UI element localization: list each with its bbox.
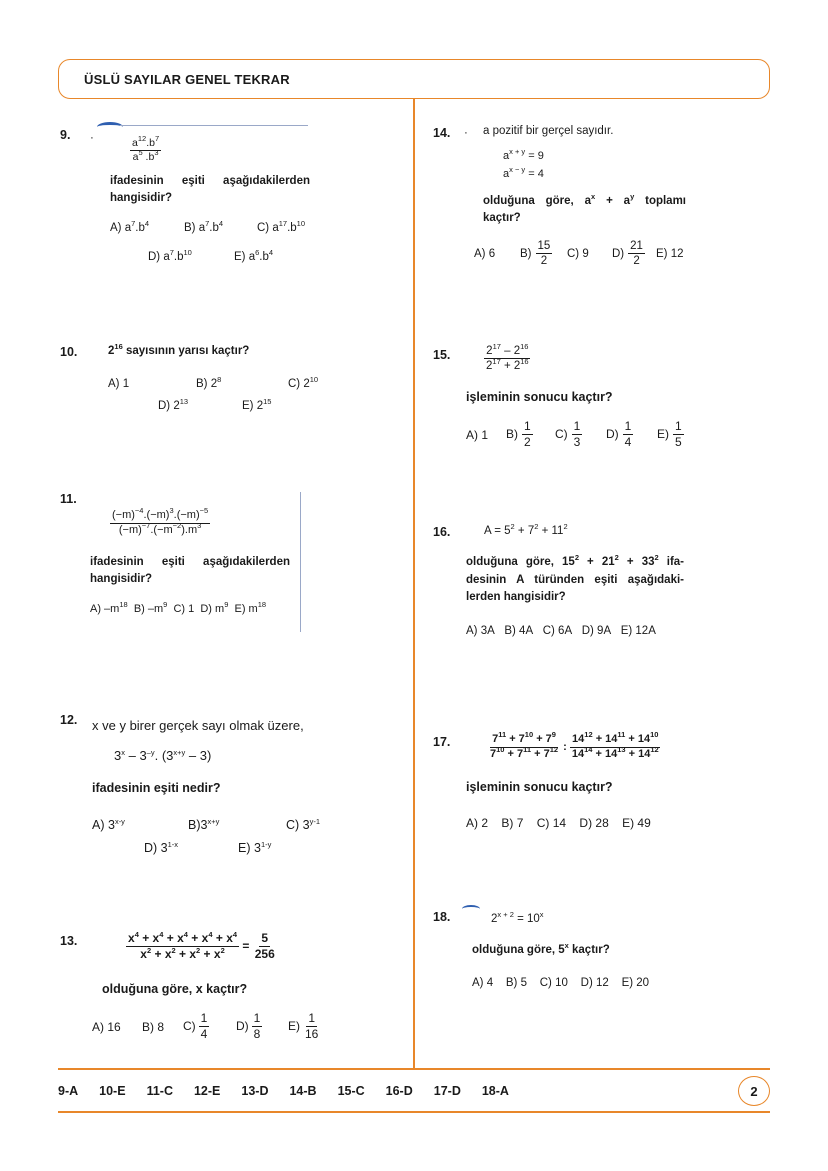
- term-exponent: 4: [134, 930, 139, 939]
- question-11-text-line2: hangisidir?: [90, 573, 152, 585]
- q17-option-a[interactable]: A) 2: [466, 816, 489, 830]
- q16-option-b[interactable]: B) 4A: [504, 625, 534, 637]
- q11-options-row: [90, 600, 267, 615]
- answer-13: 13-D: [241, 1084, 269, 1098]
- q11-option-e[interactable]: E) $m^{18}$: [234, 600, 267, 615]
- question-15-expression: $\frac{2^{17} - 2^{16}}{2^{17} + 2^{16}}$: [486, 342, 529, 373]
- q15-option-a[interactable]: A) 1: [466, 428, 489, 442]
- question-9-text-line2: hangisidir?: [110, 192, 172, 204]
- q12-option-c[interactable]: C) 3$^{y-1}$: [286, 817, 321, 832]
- q13-denominator: $x^2 + x^2 + x^2 + x^2$: [140, 945, 225, 961]
- q17-option-e[interactable]: E) 49: [622, 816, 651, 830]
- q16-option-e[interactable]: E) 12A: [620, 625, 656, 637]
- term: x: [213, 946, 221, 961]
- question-13-expression: $\frac{x^4 + x^4 + x^4 + x^4 + x^4}{x^2 + x^2 + x^2 + x^2}$ = $\frac{5}{256}$: [128, 930, 275, 961]
- q18-option-d[interactable]: D) 12: [580, 977, 609, 989]
- answer-15: 15-C: [337, 1084, 365, 1098]
- q14-option-d[interactable]: D) $\frac{21}{2}$: [612, 240, 643, 268]
- answer-key: [58, 1084, 530, 1098]
- q12-option-d[interactable]: D) 3$^{1-x}$: [144, 840, 179, 855]
- q14-option-c[interactable]: C) 9: [567, 248, 589, 260]
- q13-numerator: $x^4 + x^4 + x^4 + x^4 + x^4$: [128, 930, 238, 945]
- question-number-18: 18.: [433, 910, 451, 924]
- answer-11: 11-C: [146, 1084, 173, 1098]
- decorative-arc: [97, 122, 123, 132]
- q10-option-d[interactable]: D) $2^{13}$: [158, 397, 189, 412]
- q9-option-d[interactable]: D) $a^7.b^{10}$: [148, 248, 192, 263]
- q18-options-row: [472, 977, 649, 989]
- q10-option-c[interactable]: C) $2^{10}$: [288, 375, 319, 390]
- question-10-text: $2^{16}$ sayısının yarısı kaçtır?: [108, 342, 250, 357]
- question-9-dot: ·: [90, 132, 94, 144]
- term: x: [226, 931, 233, 945]
- question-number-9: 9.: [60, 128, 71, 142]
- question-18-text: olduğuna göre, 5$^x$ kaçtır?: [472, 941, 610, 956]
- term-exponent: 4: [159, 930, 164, 939]
- q15-option-c[interactable]: C) $\frac{1}{3}$: [555, 419, 581, 449]
- term: x: [201, 931, 209, 945]
- q13-option-a[interactable]: A) 16: [92, 1020, 121, 1034]
- q10-option-a[interactable]: A) 1: [108, 378, 130, 390]
- question-17-text: işleminin sonucu kaçtır?: [466, 780, 613, 794]
- q18-option-c[interactable]: C) 10: [539, 977, 568, 989]
- term: x: [164, 946, 172, 961]
- footer-bottom-line: [58, 1111, 770, 1113]
- term-exponent: 2: [220, 945, 225, 955]
- q11-option-d[interactable]: D) $m^9$: [200, 600, 229, 615]
- answer-14: 14-B: [289, 1084, 317, 1098]
- term: x: [177, 931, 184, 945]
- question-14-text-line3: kaçtır?: [483, 212, 521, 224]
- term: x: [189, 946, 197, 961]
- q13-option-d[interactable]: D) $\frac{1}{8}$: [236, 1011, 261, 1041]
- decorative-line: [120, 125, 308, 126]
- question-12-text-line1: x ve y birer gerçek sayı olmak üzere,: [92, 718, 304, 733]
- question-9-text-line1: ifadesinin eşiti aşağıdakilerden: [110, 175, 310, 187]
- term-exponent: 4: [183, 930, 188, 939]
- q16-option-a[interactable]: A) 3A: [466, 625, 495, 637]
- question-14-equation-2: $a^{x - y} = 4$: [503, 165, 544, 180]
- question-11-text-line1: ifadesinin eşiti aşağıdakilerden: [90, 556, 290, 568]
- q14-option-a[interactable]: A) 6: [474, 248, 496, 260]
- question-16-text-line2: desinin A türünden eşiti aşağıdaki-: [466, 574, 684, 586]
- q13-option-e[interactable]: E) $\frac{1}{16}$: [288, 1011, 319, 1041]
- q10-option-b[interactable]: B) $2^8$: [196, 375, 222, 390]
- question-16-equation: $A = 5^2 + 7^2 + 11^2$: [484, 522, 568, 537]
- answer-16: 16-D: [385, 1084, 413, 1098]
- q18-option-b[interactable]: B) 5: [505, 977, 527, 989]
- footer-top-line: [58, 1068, 770, 1070]
- q18-option-e[interactable]: E) 20: [621, 977, 650, 989]
- q16-option-c[interactable]: C) 6A: [542, 625, 573, 637]
- question-17-expression: $\frac{7^{11} + 7^{10} + 7^9}{7^{10} + 7^{11} + 7^{12}}$ : $\frac{14^{12} + 14^{11} + 14^{10}}{14^{14} + 14^{13} + 14^{12}}$: [490, 730, 659, 760]
- question-16-text-line3: lerden hangisidir?: [466, 591, 566, 603]
- q10-option-e[interactable]: E) $2^{15}$: [242, 397, 272, 412]
- question-15-text: işleminin sonucu kaçtır?: [466, 390, 613, 404]
- question-number-15: 15.: [433, 348, 451, 362]
- answer-10: 10-E: [99, 1084, 126, 1098]
- question-number-16: 16.: [433, 525, 451, 539]
- question-16-text-line1: olduğuna göre, $15^2 + 21^2 + 33^2$ ifa-: [466, 553, 684, 568]
- question-9-expression: $\frac{a^{12}.b^7}{a^5 .b^3}$: [132, 134, 160, 164]
- q12-option-b[interactable]: $B)3^{x+y}$: [188, 817, 220, 832]
- q15-option-d[interactable]: D) $\frac{1}{4}$: [606, 419, 632, 449]
- question-13-text: olduğuna göre, x kaçtır?: [102, 982, 248, 996]
- question-14-text-line1: a pozitif bir gerçel sayıdır.: [483, 125, 614, 137]
- q12-option-e[interactable]: E) 3$^{1-y}$: [238, 840, 272, 855]
- q9-option-b[interactable]: B) $a^7.b^4$: [184, 219, 224, 234]
- term-exponent: 4: [232, 930, 238, 939]
- q11-option-c[interactable]: C) 1: [173, 603, 195, 615]
- question-number-14: 14.: [433, 126, 451, 140]
- question-number-10: 10.: [60, 345, 78, 359]
- term-exponent: 2: [171, 945, 176, 955]
- answer-9: 9-A: [58, 1084, 79, 1098]
- column-divider: [413, 99, 415, 1069]
- answer-12: 12-E: [193, 1084, 221, 1098]
- answer-18: 18-A: [481, 1084, 509, 1098]
- q16-option-d[interactable]: D) 9A: [581, 625, 612, 637]
- question-12-text-line2: ifadesinin eşiti nedir?: [92, 781, 221, 795]
- answer-17: 17-D: [433, 1084, 461, 1098]
- q16-options-row: [466, 625, 656, 637]
- question-14-dot: ·: [464, 127, 468, 139]
- q15-option-b[interactable]: B) $\frac{1}{2}$: [506, 419, 531, 449]
- q9-option-c[interactable]: C) $a^{17}.b^{10}$: [257, 219, 306, 234]
- page-number: 2: [738, 1076, 770, 1106]
- question-11-expression: $\frac{(-m)^{-4}.(-m)^3.(-m)^{-5}}{(-m)^{-7}.(-m^{-2}).m^3}$: [112, 506, 209, 536]
- question-12-expression: $3^x - 3^{-y}$. $(3^{x+y} - 3)$: [114, 748, 212, 763]
- q9-option-e[interactable]: E) $a^6.b^4$: [234, 248, 274, 263]
- question-number-12: 12.: [60, 713, 78, 727]
- term: x: [140, 946, 147, 961]
- term: x: [128, 931, 135, 945]
- q17-option-c[interactable]: C) 14: [536, 816, 567, 830]
- q17-options-row: [466, 816, 651, 830]
- page-title: ÜSLÜ SAYILAR GENEL TEKRAR: [84, 72, 290, 87]
- decorative-vertical-line: [300, 492, 301, 632]
- q12-option-a[interactable]: A) 3$^{x-y}$: [92, 817, 125, 832]
- question-14-equation-1: $a^{x + y} = 9$: [503, 147, 544, 162]
- q11-option-b[interactable]: B) $-m^9$: [133, 600, 168, 615]
- question-number-17: 17.: [433, 735, 451, 749]
- term: x: [152, 931, 160, 945]
- question-number-13: 13.: [60, 934, 78, 948]
- q17-option-b[interactable]: B) 7: [501, 816, 524, 830]
- question-number-11: 11.: [60, 492, 77, 506]
- q11-option-a[interactable]: A) $-m^{18}$: [90, 600, 128, 615]
- q15-option-e[interactable]: E) $\frac{1}{5}$: [657, 419, 682, 449]
- q9-option-a[interactable]: A) $a^7.b^4$: [110, 219, 150, 234]
- question-14-text-line2: olduğuna göre, $a^x + a^y$ toplamı: [483, 192, 687, 207]
- q13-option-c[interactable]: C) $\frac{1}{4}$: [183, 1011, 208, 1041]
- q18-option-a[interactable]: A) 4: [472, 977, 494, 989]
- q14-option-b[interactable]: B) $\frac{15}{2}$: [520, 240, 551, 268]
- decorative-arc: [462, 905, 480, 913]
- term-exponent: 2: [196, 945, 201, 955]
- q17-option-d[interactable]: D) 28: [579, 816, 609, 830]
- question-18-equation: $2^{x + 2} = 10^x$: [491, 910, 544, 925]
- q13-option-b[interactable]: B) 8: [142, 1020, 165, 1034]
- q14-option-e[interactable]: E) 12: [656, 248, 684, 260]
- term-exponent: 4: [208, 930, 213, 939]
- term-exponent: 2: [146, 945, 152, 955]
